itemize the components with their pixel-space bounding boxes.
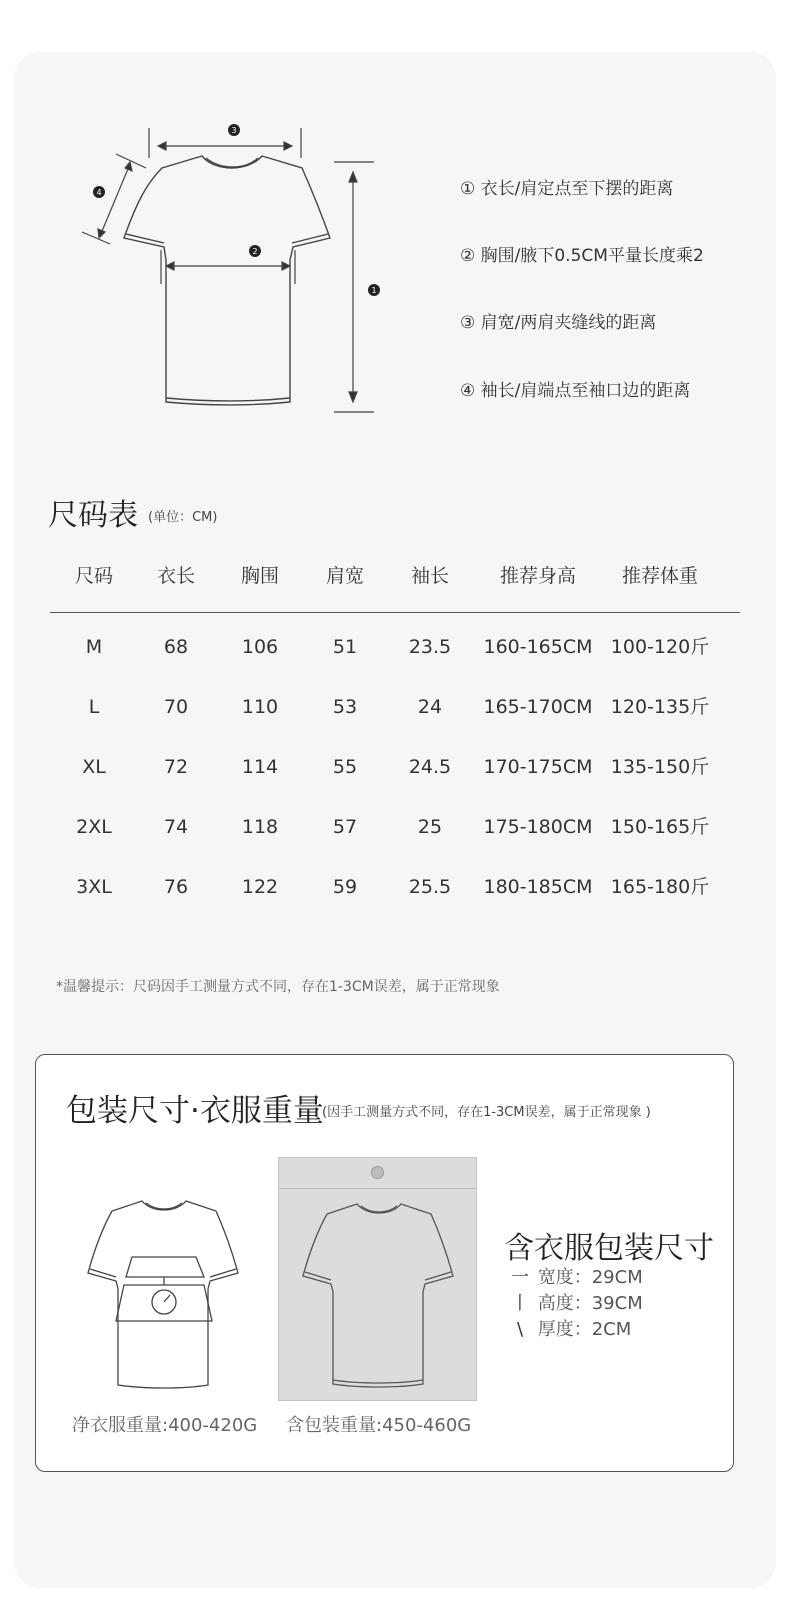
table-row — [50, 857, 740, 917]
table-header-row — [50, 555, 740, 613]
table-cell: 25 — [417, 816, 443, 838]
table-cell: 57 — [332, 816, 358, 838]
header-height: 推荐身高 — [499, 565, 577, 587]
table-cell: 110 — [241, 696, 279, 718]
depth-icon: \ — [516, 1319, 524, 1340]
package-panel — [35, 1054, 734, 1472]
header-shoulder: 肩宽 — [325, 565, 365, 587]
table-cell: 160-165CM — [483, 636, 593, 658]
table-cell: 2XL — [76, 816, 112, 838]
size-table-title: 尺码表 — [48, 498, 138, 533]
header-sleeve: 袖长 — [410, 565, 450, 587]
table-row — [50, 677, 740, 737]
table-cell: 135-150斤 — [610, 756, 710, 778]
table-cell: 51 — [332, 636, 358, 658]
svg-text:1: 1 — [371, 286, 377, 295]
table-cell: 165-170CM — [483, 696, 593, 718]
width-label: 宽度：29CM — [537, 1267, 643, 1288]
height-label: 高度：39CM — [537, 1293, 643, 1314]
header-chest: 胸围 — [240, 565, 280, 587]
table-cell: 106 — [241, 636, 279, 658]
tshirt-scale-icon — [84, 1195, 244, 1395]
legend-length: ① 衣长/肩定点至下摆的距离 — [460, 179, 674, 199]
table-cell: 55 — [332, 756, 358, 778]
table-row — [50, 797, 740, 857]
package-size-title: 含衣服包装尺寸 — [504, 1231, 714, 1266]
size-table-unit: (单位：CM) — [148, 510, 218, 525]
height-icon: 丨 — [511, 1293, 529, 1314]
table-cell: 118 — [241, 816, 279, 838]
net-weight-label: 净衣服重量:400-420G — [72, 1415, 258, 1436]
size-table — [50, 555, 740, 917]
svg-text:4: 4 — [96, 188, 102, 197]
table-cell: 165-180斤 — [610, 876, 710, 898]
legend-shoulder: ③ 肩宽/两肩夹缝线的距离 — [460, 313, 657, 333]
table-cell: 150-165斤 — [610, 816, 710, 838]
package-title: 包装尺寸·衣服重量 — [66, 1093, 324, 1129]
table-cell: 170-175CM — [483, 756, 593, 778]
table-cell: 100-120斤 — [610, 636, 710, 658]
table-row — [50, 737, 740, 797]
tshirt-measure-diagram — [70, 110, 430, 440]
table-cell: 74 — [163, 816, 189, 838]
bag-hang-hole — [371, 1166, 384, 1179]
package-depth — [508, 1315, 631, 1341]
package-height — [508, 1289, 643, 1315]
table-cell: 70 — [163, 696, 189, 718]
tshirt-in-bag-icon — [299, 1198, 459, 1393]
table-cell: 76 — [163, 876, 189, 898]
package-bag-illustration — [278, 1157, 477, 1401]
width-icon: 一 — [511, 1267, 529, 1288]
table-cell: 122 — [241, 876, 279, 898]
table-cell: 72 — [163, 756, 189, 778]
header-size: 尺码 — [74, 565, 114, 587]
table-cell: 24 — [417, 696, 443, 718]
table-cell: 68 — [163, 636, 189, 658]
measurement-tip: *温馨提示：尺码因手工测量方式不同，存在1-3CM误差，属于正常现象 — [56, 979, 500, 995]
table-cell: 59 — [332, 876, 358, 898]
table-cell: 3XL — [76, 876, 112, 898]
table-cell: 120-135斤 — [610, 696, 710, 718]
table-cell: XL — [82, 756, 106, 778]
table-cell: M — [85, 636, 103, 658]
svg-text:2: 2 — [252, 247, 258, 256]
table-cell: 180-185CM — [483, 876, 593, 898]
header-length: 衣长 — [156, 565, 196, 587]
svg-text:3: 3 — [231, 126, 237, 135]
table-cell: 53 — [332, 696, 358, 718]
header-weight: 推荐体重 — [621, 565, 699, 587]
legend-sleeve: ④ 袖长/肩端点至袖口边的距离 — [460, 381, 691, 401]
gross-weight-label: 含包装重量:450-460G — [286, 1415, 472, 1436]
package-width — [508, 1263, 643, 1289]
table-cell: 114 — [241, 756, 279, 778]
table-cell: 23.5 — [408, 636, 452, 658]
table-cell: 25.5 — [408, 876, 452, 898]
tshirt-outline — [124, 156, 330, 405]
bag-seal-line — [279, 1188, 476, 1189]
table-cell: L — [88, 696, 100, 718]
package-note: (因手工测量方式不同，存在1-3CM误差，属于正常现象 ) — [322, 1105, 651, 1120]
legend-chest: ② 胸围/腋下0.5CM平量长度乘2 — [460, 246, 704, 266]
depth-label: 厚度：2CM — [537, 1319, 632, 1340]
table-cell: 175-180CM — [483, 816, 593, 838]
table-row — [50, 617, 740, 677]
table-cell: 24.5 — [408, 756, 452, 778]
